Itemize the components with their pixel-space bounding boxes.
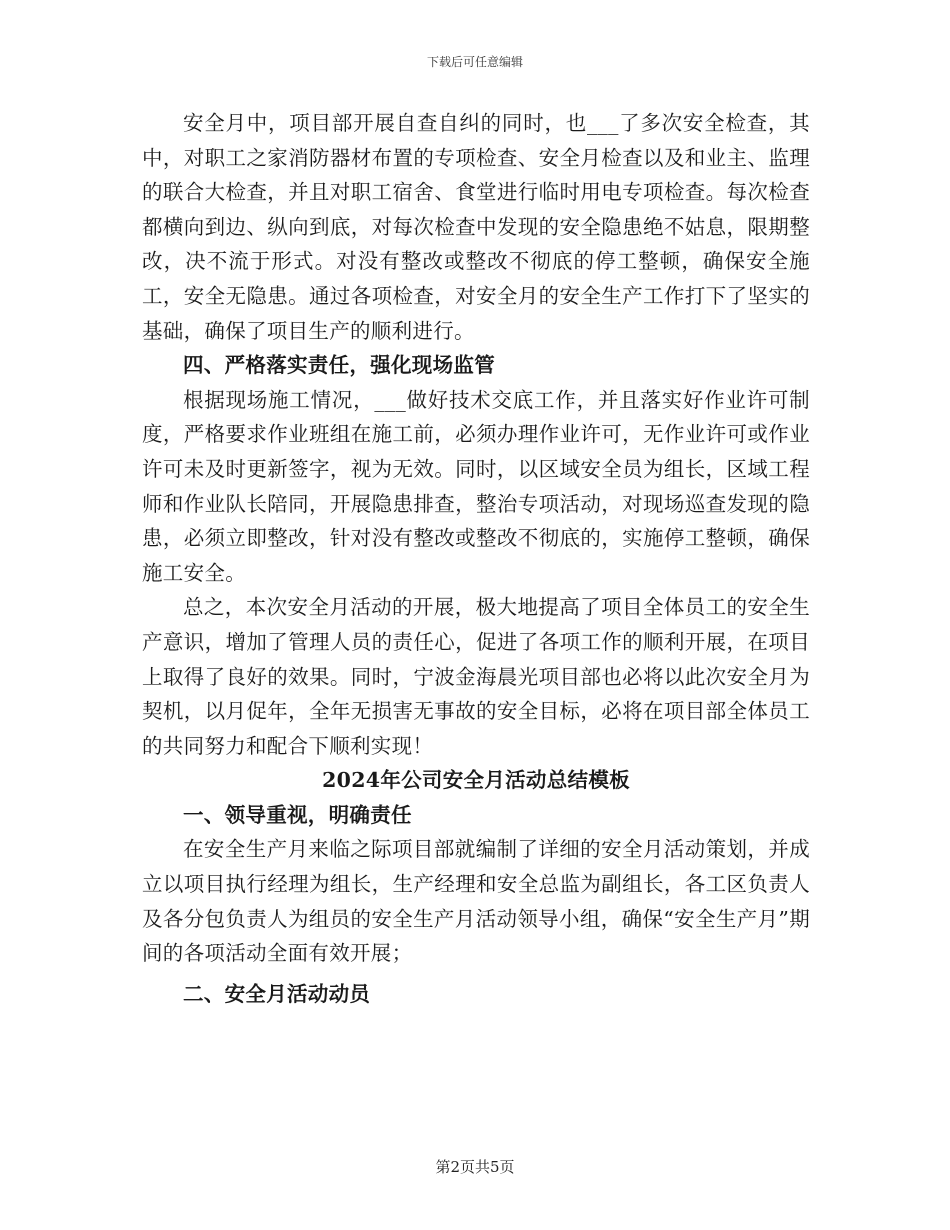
document-body — [142, 106, 810, 1013]
page-header: 下载后可任意编辑 — [426, 55, 523, 69]
document-title: 2024年公司安全月活动总结模板 — [322, 768, 630, 793]
section-heading-mobilization: 二、安全月活动动员 — [183, 981, 371, 1006]
section-heading-responsibility: 四、严格落实责任，强化现场监管 — [183, 353, 495, 378]
paragraph-safety-inspections: 安全月中，项目部开展自查自纠的同时，也___了多次安全检查，其中，对职工之家消防器材布置的专项检查、安全月检查以及和业主、监理的联合大检查，并且对职工宿舍、食堂进行临时用电专项检查。每次检查都横向到边、纵向到底，对每次检查中发现的安全隐患绝不姑息，限期整改，决不流于形式。对没有整改或整改不彻底的停工整顿，确保安全施工，安全无隐患。通过各项检查，对安全月的安全生产工作打下了坚实的基础，确保了项目生产的顺利进行。 — [142, 111, 810, 343]
paragraph-site-supervision: 根据现场施工情况，___做好技术交底工作，并且落实好作业许可制度，严格要求作业班组在施工前，必须办理作业许可，无作业许可或作业许可未及时更新签字，视为无效。同时，以区域安全员为组长，区域工程师和作业队长陪同，开展隐患排查，整治专项活动，对现场巡查发现的隐患，必须立即整改，针对没有整改或整改不彻底的，实施停工整顿，确保施工安全。 — [142, 387, 810, 585]
paragraph-conclusion: 总之，本次安全月活动的开展，极大地提高了项目全体员工的安全生产意识，增加了管理人员的责任心，促进了各项工作的顺利开展，在项目上取得了良好的效果。同时，宁波金海晨光项目部也必将以此次安全月为契机，以月促年，全年无损害无事故的安全目标，必将在项目部全体员工的共同努力和配合下顺利实现！ — [142, 595, 810, 758]
section-heading-leadership: 一、领导重视，明确责任 — [183, 802, 412, 827]
paragraph-leadership-group: 在安全生产月来临之际项目部就编制了详细的安全月活动策划，并成立以项目执行经理为组长，生产经理和安全总监为副组长，各工区负责人及各分包负责人为组员的安全生产月活动领导小组，确保“安全生产月”期间的各项活动全面有效开展； — [142, 837, 810, 966]
page-number: 第2页共5页 — [435, 1158, 515, 1176]
